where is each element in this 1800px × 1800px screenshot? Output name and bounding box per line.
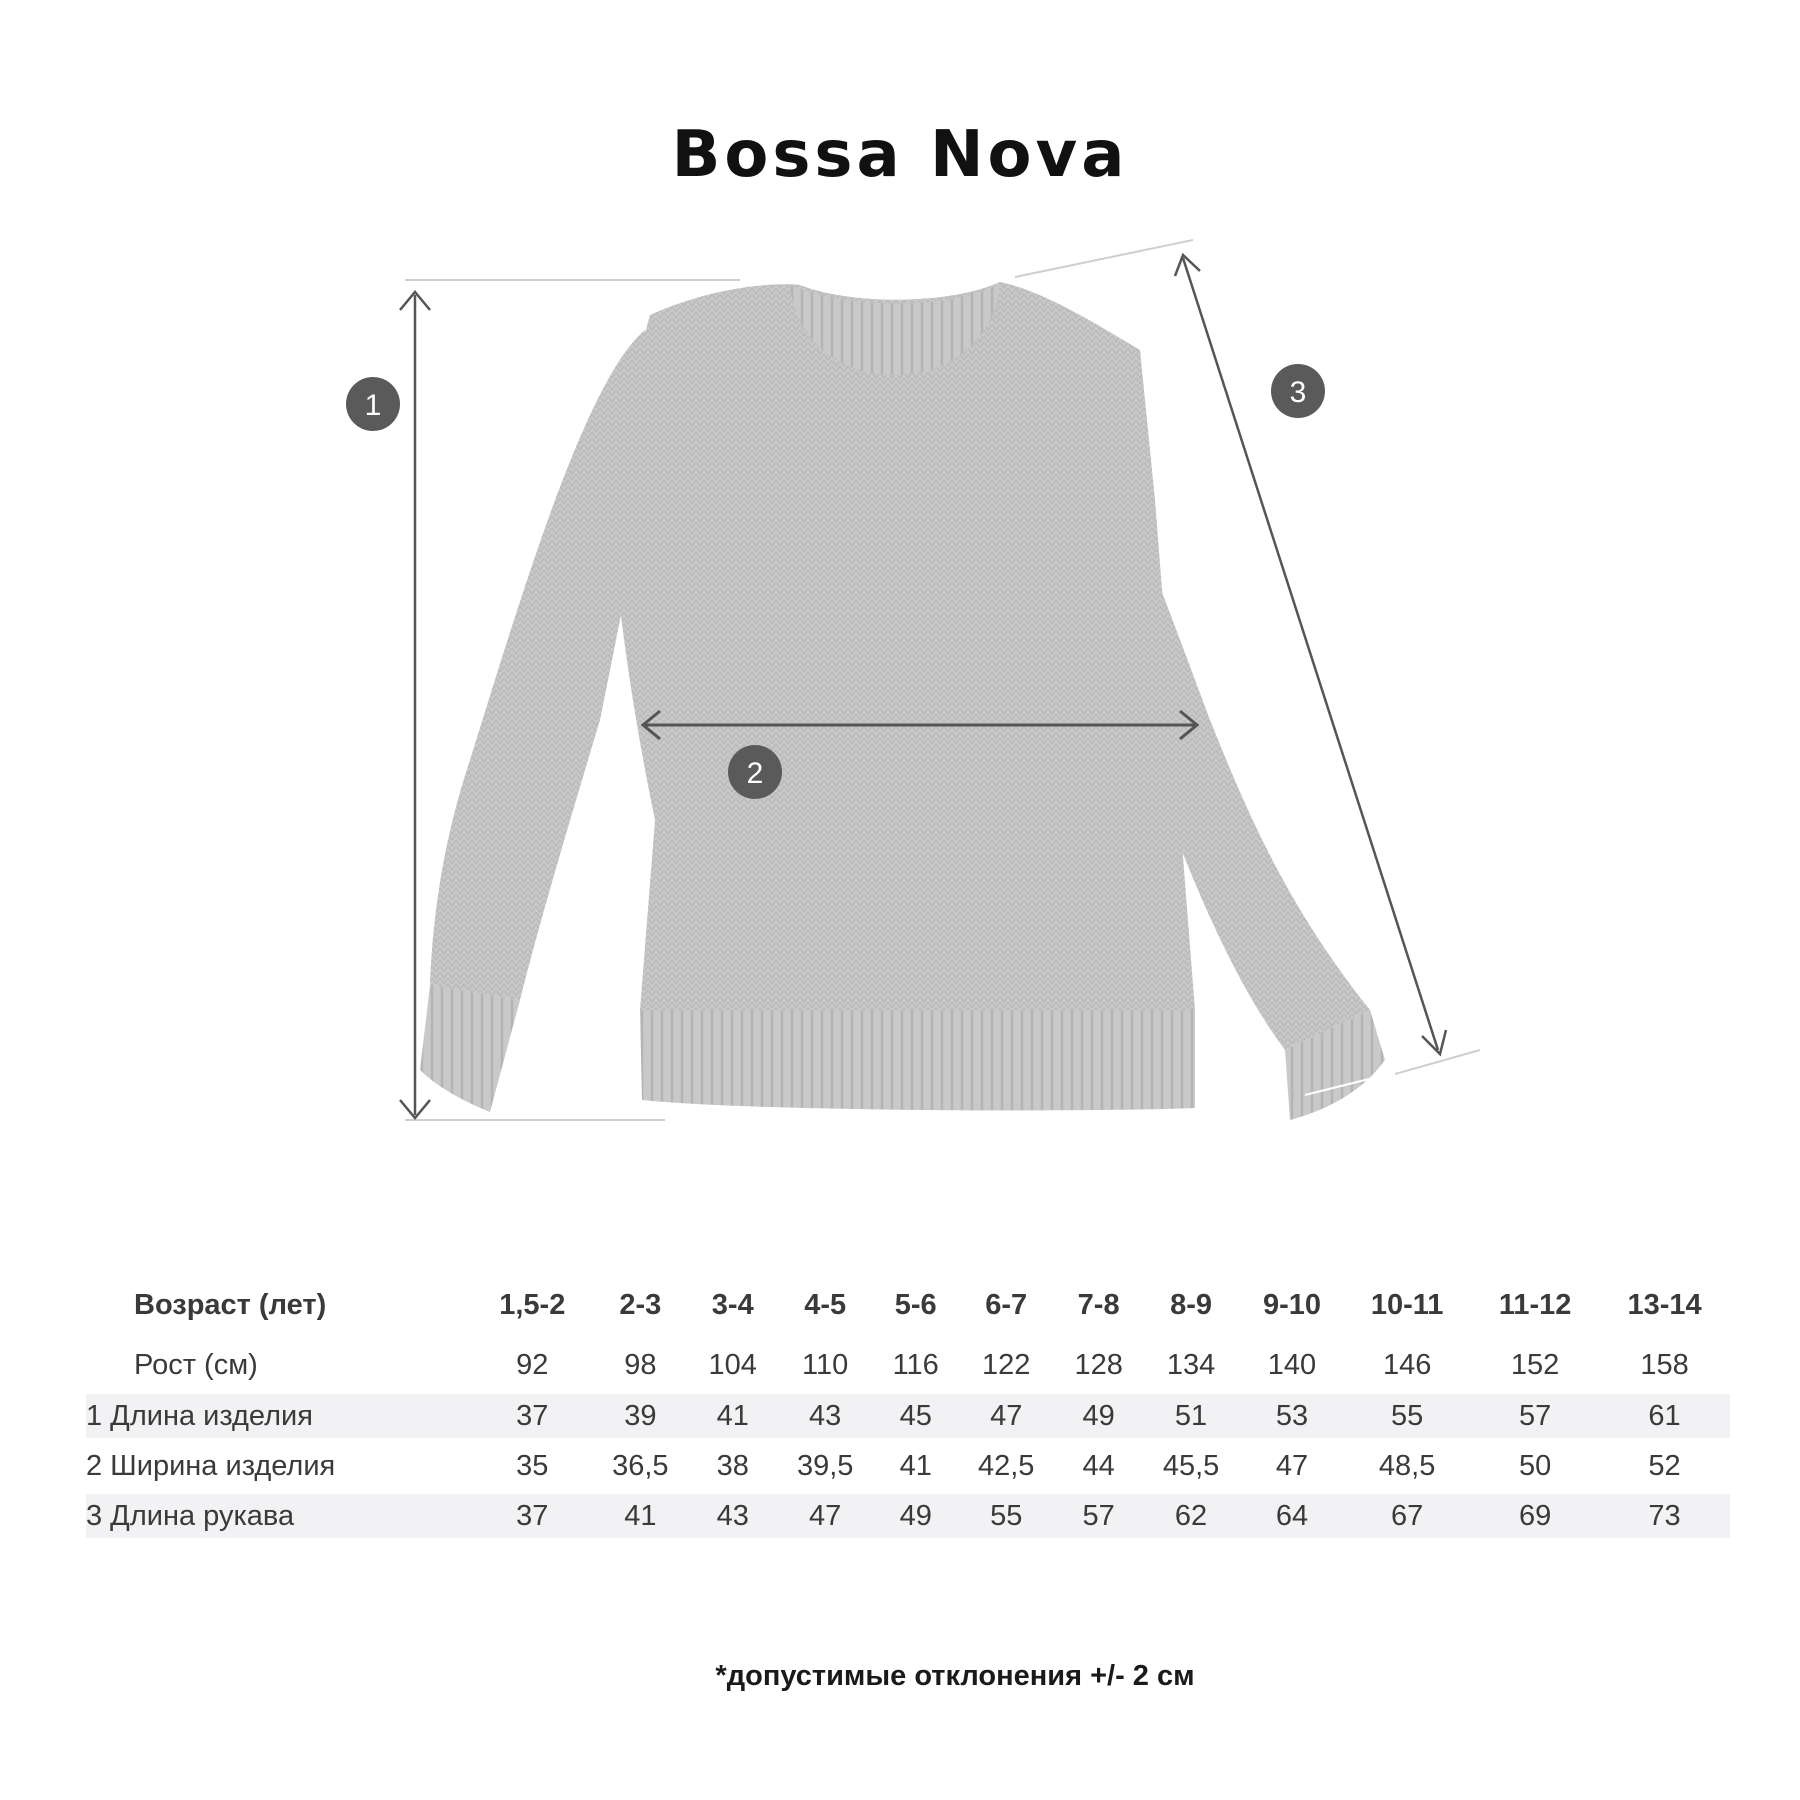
- table-row: [86, 1444, 1730, 1488]
- svg-text:3: 3: [1289, 376, 1307, 409]
- table-cell: 57: [1471, 1394, 1599, 1438]
- table-cell: 61: [1599, 1394, 1730, 1438]
- table-cell: 92: [516, 1348, 549, 1381]
- svg-text:1: 1: [364, 389, 382, 422]
- table-cell: 57: [1056, 1494, 1141, 1538]
- table-cell: 10-11: [1370, 1288, 1444, 1321]
- table-cell: 146: [1382, 1348, 1432, 1381]
- row-label: Возраст (лет): [134, 1288, 327, 1321]
- table-cell: 44: [1082, 1449, 1115, 1482]
- table-cell: 55: [1343, 1394, 1471, 1438]
- left-cuff: [420, 985, 520, 1112]
- table-cell: 64: [1241, 1494, 1343, 1538]
- row-label: 1 Длина изделия: [86, 1394, 474, 1438]
- marker-2: [728, 745, 782, 799]
- table-cell: 140: [1267, 1348, 1317, 1381]
- table-cell: 11-12: [1498, 1288, 1572, 1321]
- table-cell: 2-3: [619, 1288, 662, 1321]
- table-cell: 49: [1056, 1394, 1141, 1438]
- table-cell: 122: [982, 1348, 1031, 1381]
- table-cell: 45,5: [1162, 1449, 1220, 1482]
- table-cell: 104: [708, 1348, 757, 1381]
- table-cell: 41: [899, 1449, 932, 1482]
- svg-text:2: 2: [746, 757, 764, 790]
- table-cell: 50: [1518, 1449, 1552, 1482]
- row-label: Рост (см): [134, 1348, 258, 1381]
- table-cell: 116: [892, 1348, 939, 1381]
- table-cell: 42,5: [977, 1449, 1035, 1482]
- table-cell: 49: [875, 1494, 957, 1538]
- table-cell: 47: [1275, 1449, 1309, 1482]
- marker-3: [1271, 364, 1325, 418]
- table-cell: 98: [624, 1348, 657, 1381]
- table-cell: 45: [875, 1394, 957, 1438]
- table-cell: 39: [591, 1394, 691, 1438]
- table-cell: 158: [1640, 1348, 1689, 1381]
- table-cell: 47: [956, 1394, 1056, 1438]
- brand-title: Bossa Nova: [671, 118, 1129, 192]
- sweater-illustration: [420, 282, 1385, 1120]
- table-cell: 47: [775, 1494, 875, 1538]
- table-cell: 37: [474, 1494, 591, 1538]
- table-cell: 9-10: [1262, 1288, 1322, 1321]
- table-cell: 43: [690, 1494, 775, 1538]
- row-label: 2 Ширина изделия: [86, 1449, 336, 1482]
- table-cell: 37: [474, 1394, 591, 1438]
- left-sleeve: [430, 330, 645, 1000]
- table-cell: 69: [1471, 1494, 1599, 1538]
- table-row: [86, 1394, 1730, 1438]
- table-cell: 8-9: [1170, 1288, 1213, 1321]
- table-cell: 36,5: [612, 1449, 669, 1482]
- tolerance-note: *допустимые отклонения +/- 2 см: [715, 1660, 1195, 1692]
- table-cell: 35: [516, 1449, 549, 1482]
- table-cell: 152: [1510, 1348, 1560, 1381]
- table-cell: 55: [956, 1494, 1056, 1538]
- size-table: [86, 1274, 1730, 1538]
- table-cell: 51: [1141, 1394, 1241, 1438]
- table-cell: 67: [1343, 1494, 1471, 1538]
- table-cell: 134: [1166, 1348, 1216, 1381]
- table-header-row: [86, 1274, 1730, 1336]
- table-height-row: [86, 1336, 1730, 1394]
- table-cell: 128: [1074, 1348, 1123, 1381]
- table-cell: 4-5: [804, 1288, 847, 1321]
- table-cell: 1,5-2: [499, 1288, 566, 1321]
- table-cell: 38: [716, 1449, 749, 1482]
- marker-1: [346, 377, 400, 431]
- table-cell: 41: [591, 1494, 691, 1538]
- table-row: [86, 1494, 1730, 1538]
- table-cell: 3-4: [711, 1288, 754, 1321]
- sweater-body: [610, 282, 1195, 1010]
- table-cell: 7-8: [1077, 1288, 1120, 1321]
- table-cell: 5-6: [894, 1288, 937, 1321]
- row-label: 3 Длина рукава: [86, 1494, 474, 1538]
- table-cell: 13-14: [1627, 1288, 1702, 1321]
- table-cell: 52: [1648, 1449, 1681, 1482]
- table-cell: 53: [1241, 1394, 1343, 1438]
- table-cell: 43: [775, 1394, 875, 1438]
- table-cell: 73: [1599, 1494, 1730, 1538]
- table-cell: 110: [802, 1348, 849, 1381]
- table-cell: 39,5: [796, 1449, 854, 1482]
- table-cell: 41: [690, 1394, 775, 1438]
- table-cell: 62: [1141, 1494, 1241, 1538]
- hem-rib: [640, 1010, 1195, 1110]
- table-cell: 48,5: [1378, 1449, 1436, 1482]
- table-cell: 6-7: [985, 1288, 1028, 1321]
